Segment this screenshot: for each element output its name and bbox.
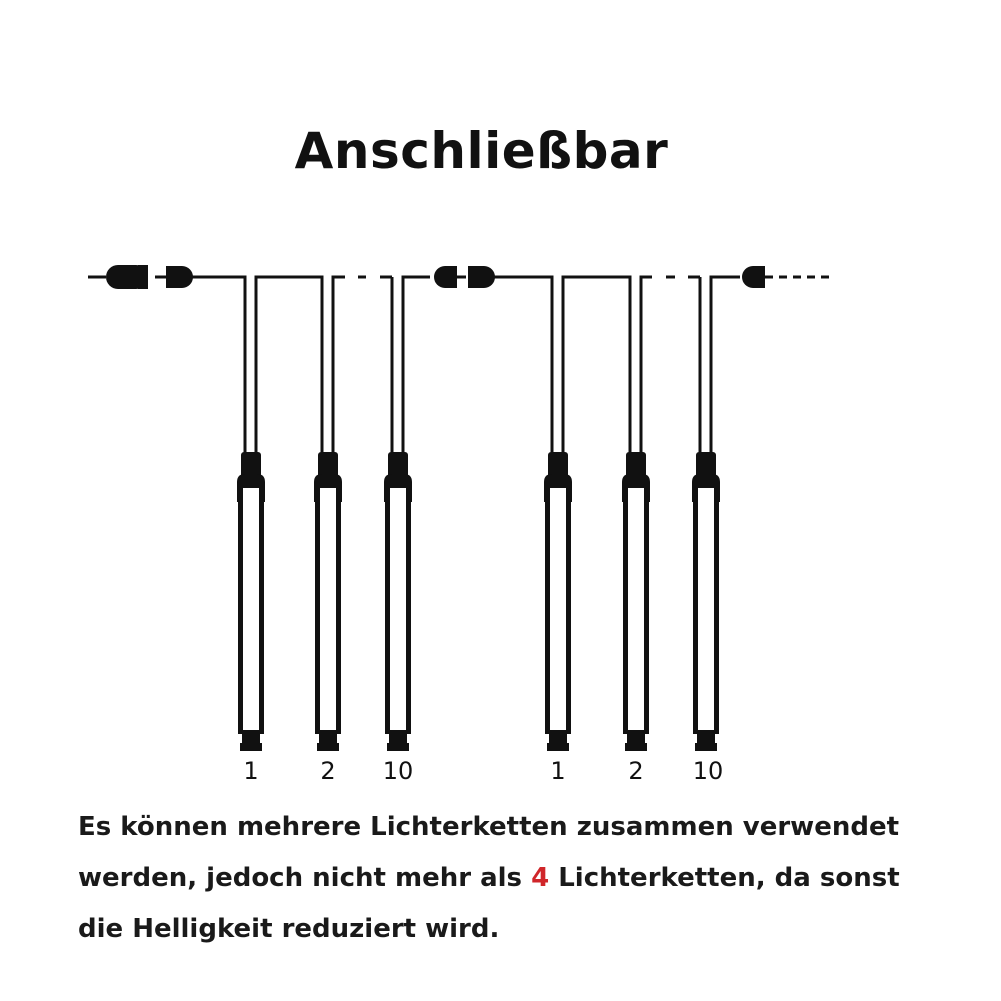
chain-1-wiring (190, 277, 430, 455)
max-chains-highlight: 4 (531, 863, 550, 893)
tube-number-chain2-10: 10 (692, 757, 724, 785)
chain1-tube-1 (237, 452, 265, 751)
tube-number-chain1-2: 2 (320, 757, 336, 785)
tube-number-chain2-2: 2 (628, 757, 644, 785)
description-line-2-end: Lichterketten, da sonst (549, 863, 900, 893)
tube-number-chain1-10: 10 (382, 757, 414, 785)
chain-2-wiring (492, 277, 740, 455)
power-source-plug (88, 265, 148, 289)
description-line-2 (78, 865, 978, 891)
tube-number-chain1-1: 1 (243, 757, 259, 785)
tube-number-chain2-1: 1 (550, 757, 566, 785)
chain1-tube-10 (384, 452, 412, 751)
description-line-2-start: werden, jedoch nicht mehr als (78, 863, 532, 893)
chain-2-output-plug (742, 266, 835, 288)
chain-1-output-plug (434, 266, 466, 288)
chain2-tube-2 (622, 452, 650, 751)
light-tubes (237, 452, 720, 751)
description-line-1: Es können mehrere Lichterketten zusammen verwendet (78, 812, 900, 842)
chain2-tube-10 (692, 452, 720, 751)
chain1-tube-2 (314, 452, 342, 751)
chain2-tube-1 (544, 452, 572, 751)
chain-2-input-socket (468, 266, 495, 288)
page-title: Anschließbar (294, 122, 669, 180)
description-line-3: die Helligkeit reduziert wird. (78, 914, 500, 944)
